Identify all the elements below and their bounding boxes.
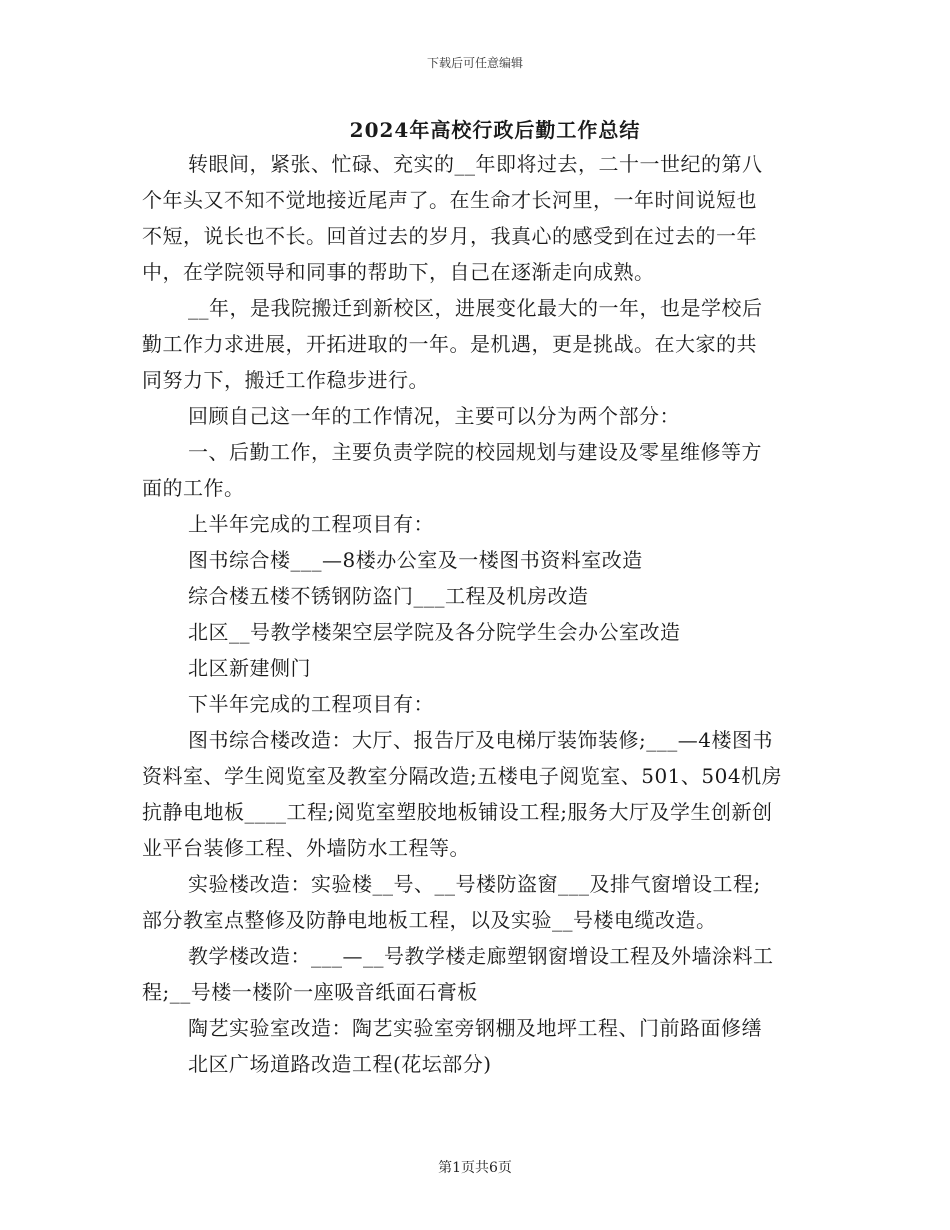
text-line: 教学楼改造：___—__号教学楼走廊塑钢窗增设工程及外墙涂料工 [188, 944, 774, 968]
text-line: 个年头又不知不觉地接近尾声了。在生命才长河里，一年时间说短也 [142, 188, 757, 212]
text-line: 不短，说长也不长。回首过去的岁月，我真心的感受到在过去的一年 [142, 224, 757, 248]
text-line: 转眼间，紧张、忙碌、充实的__年即将过去，二十一世纪的第八 [188, 152, 763, 176]
text-line: 中，在学院领导和同事的帮助下，自己在逐渐走向成熟。 [142, 260, 655, 284]
text-line: 同努力下，搬迁工作稳步进行。 [142, 368, 429, 392]
text-line: 下半年完成的工程项目有： [188, 692, 434, 716]
page-header: 下载后可任意编辑 [426, 56, 523, 70]
text-line: 上半年完成的工程项目有： [188, 512, 434, 536]
text-line: 图书综合楼改造：大厅、报告厅及电梯厅装饰装修;___—4楼图书 [188, 728, 773, 752]
text-line: 陶艺实验室改造：陶艺实验室旁钢棚及地坪工程、门前路面修缮 [188, 1016, 762, 1040]
text-line: 北区广场道路改造工程(花坛部分) [188, 1052, 492, 1076]
document-body [142, 146, 810, 1082]
text-line: 程;__号楼一楼阶一座吸音纸面石膏板 [142, 980, 478, 1004]
text-line: __年，是我院搬迁到新校区，进展变化最大的一年，也是学校后 [188, 296, 763, 320]
text-line: 综合楼五楼不锈钢防盗门___工程及机房改造 [188, 584, 589, 608]
text-line: 部分教室点整修及防静电地板工程，以及实验__号楼电缆改造。 [142, 908, 717, 932]
text-line: 资料室、学生阅览室及教室分隔改造;五楼电子阅览室、501、504机房 [142, 764, 783, 788]
text-line: 一、后勤工作，主要负责学院的校园规划与建设及零星维修等方 [188, 440, 762, 464]
text-line: 抗静电地板____工程;阅览室塑胶地板铺设工程;服务大厅及学生创新创 [142, 800, 773, 824]
text-line: 图书综合楼___—8楼办公室及一楼图书资料室改造 [188, 548, 643, 572]
text-line: 北区新建侧门 [188, 656, 311, 680]
document-title: 2024年高校行政后勤工作总结 [349, 118, 641, 142]
text-line: 回顾自己这一年的工作情况，主要可以分为两个部分： [188, 404, 680, 428]
text-line: 业平台装修工程、外墙防水工程等。 [142, 836, 470, 860]
text-line: 勤工作力求进展，开拓进取的一年。是机遇，更是挑战。在大家的共 [142, 332, 757, 356]
page-footer: 第1页共6页 [438, 1160, 512, 1176]
text-line: 实验楼改造：实验楼__号、__号楼防盗窗___及排气窗增设工程; [188, 872, 761, 896]
text-line: 面的工作。 [142, 476, 245, 500]
text-line: 北区__号教学楼架空层学院及各分院学生会办公室改造 [188, 620, 681, 644]
